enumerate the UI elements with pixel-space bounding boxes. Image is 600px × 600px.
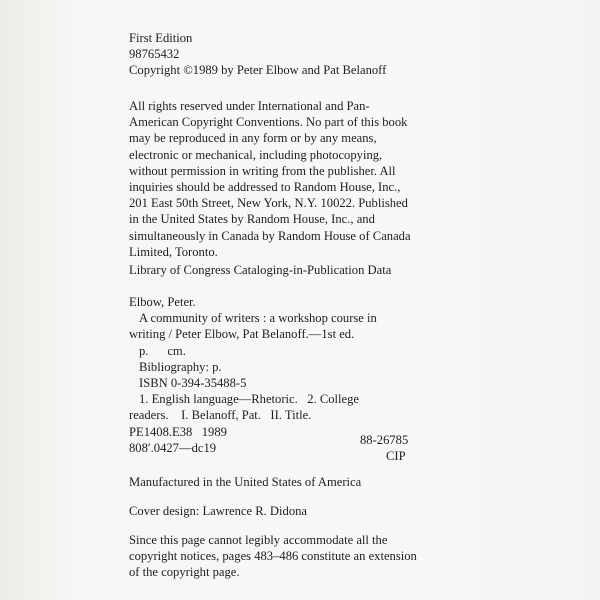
rights-line: All rights reserved under International and Pan-	[129, 99, 370, 113]
rights-line: in the United States by Random House, Inc., and	[129, 212, 375, 227]
cip-header	[129, 262, 391, 278]
extension-line: Since this page cannot legibly accommodate all the	[129, 533, 388, 547]
cover-design-block	[129, 503, 307, 519]
cip-isbn: ISBN 0-394-35488-5	[139, 375, 247, 390]
cip-bibliography: Bibliography: p.	[139, 359, 222, 374]
manufactured-block	[129, 474, 361, 490]
cip-title-line: writing / Peter Elbow, Pat Belanoff.—1st ed.	[129, 327, 355, 342]
extension-paragraph	[129, 532, 417, 581]
edition-block	[129, 30, 386, 79]
rights-line: without permission in writing from the publisher. All	[129, 163, 396, 178]
cover-design-text: Cover design: Lawrence R. Didona	[129, 504, 308, 518]
rights-paragraph	[129, 98, 411, 260]
cip-header-text: Library of Congress Cataloging-in-Publication Data	[129, 263, 392, 277]
rights-line: inquiries should be addressed to Random House, Inc.,	[129, 179, 401, 194]
copyright-line: Copyright ©1989 by Peter Elbow and Pat Belanoff	[129, 63, 387, 78]
cip-label: CIP	[386, 449, 406, 463]
cip-author: Elbow, Peter.	[129, 295, 196, 309]
cip-dewey: 808′.0427—dc19	[129, 440, 217, 455]
extension-line: of the copyright page.	[129, 565, 240, 580]
cip-title-line: A community of writers : a workshop course in	[139, 311, 377, 326]
printing-numbers: 98765432	[129, 47, 180, 62]
cip-subjects-line: readers. I. Belanoff, Pat. II. Title.	[129, 408, 312, 423]
rights-line: American Copyright Conventions. No part of this book	[129, 115, 408, 130]
first-edition-text: First Edition	[129, 31, 193, 45]
rights-line: 201 East 50th Street, New York, N.Y. 10022. Published	[129, 196, 408, 211]
cip-subjects-line: 1. English language—Rhetoric. 2. College	[139, 392, 359, 407]
cip-record	[129, 294, 377, 456]
cip-pages: p. cm.	[139, 343, 186, 358]
cip-lccn: 88-26785	[360, 433, 409, 447]
rights-line: simultaneously in Canada by Random House of Canada	[129, 228, 411, 243]
cip-lc-class: PE1408.E38 1989	[129, 424, 227, 439]
rights-line: Limited, Toronto.	[129, 244, 218, 259]
extension-line: copyright notices, pages 483–486 constitute an extension	[129, 549, 417, 564]
manufactured-text: Manufactured in the United States of America	[129, 475, 362, 489]
rights-line: electronic or mechanical, including photocopying,	[129, 147, 383, 162]
rights-line: may be reproduced in any form or by any means,	[129, 131, 377, 146]
